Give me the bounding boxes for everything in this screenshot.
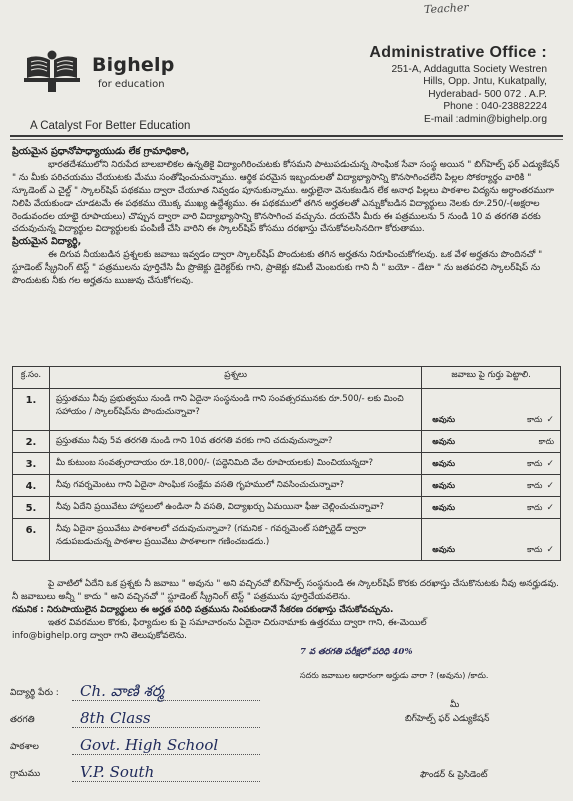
office-line: Hills, Opp. Jntu, Kukatpally, <box>423 76 547 88</box>
table-header-row <box>13 367 561 389</box>
brand-name: Bighelp <box>92 54 175 76</box>
field-value[interactable]: 8th Class <box>80 709 151 727</box>
header-divider-thin <box>10 139 563 140</box>
row-number: 2. <box>13 431 50 453</box>
bighelp-logo <box>22 48 202 108</box>
sign-off-org: బిగ్‌హెల్ప్ ఫర్ ఎడ్యుకేషన్ <box>405 714 490 724</box>
col-question-header: ప్రశ్నలు <box>49 367 421 389</box>
form-field-class[interactable] <box>10 711 260 733</box>
catalyst-tagline: A Catalyst For Better Education <box>30 120 191 132</box>
field-value[interactable]: V.P. South <box>80 763 155 781</box>
answer-no[interactable]: కాదు ✓ <box>527 481 554 491</box>
answer-yes[interactable]: అవును <box>432 459 456 468</box>
salutation-student: ప్రియమైన విద్యార్థి, <box>12 236 82 248</box>
footer-paragraph: పై వాటిలో ఏదేని ఒక ప్రశ్నకు నీ జవాబు " అవును " అని వచ్చినచో బిగ్‌హెల్ప్ సంస్థనుండి ఈ స్కాలర్‌షిప్ కొరకు దరఖాస్తు చేసుకొనుటకు నీవు అనర్హుడవు. నీ జవాబులు అన్నీ " కాదు " అని వచ్చినచో " స్టూడెంట్ స్క్రీనింగ్ టెస్ట్ " పత్రమును పూర్తిచేయవలెను. <box>12 579 559 602</box>
footer-note: గమనిక : నిరుపాయులైన విద్యార్థులు ఈ అర్హత పరిధి పత్రమును నింపకుండానే సేకరణ దరఖాస్తు చేసుకోవచ్చును. <box>12 605 394 615</box>
sign-off-yours: మీ <box>450 700 460 710</box>
table-row <box>13 497 561 519</box>
answer-yes[interactable]: అవును <box>432 415 456 424</box>
handwritten-scribble: Teacher <box>423 0 469 17</box>
row-question: నీవు గవర్నమెంటు గాని ఏదైనా సాంఘిక సంక్షేమ వసతి గృహములో నివసించుచున్నావా? <box>49 475 421 497</box>
intro-paragraph: భారతదేశములోని నిరుపేద బాలబాలికల ఉన్నతికై విద్యాంగిరించుటకు కోసమని పాటుపడుచున్న సాంఘిక సేవా సంస్థ అయిన " బిగ్‌హెల్ప్ ఫర్ ఎడ్యుకేషన్ " ను మీకు పరిచయము చేయుటకు మేము సంతోషించుచున్నాము. ఆర్థిక పరమైన ఇబ్బందులతో విద్యాభ్యాసాన్ని కొనసాగించలేని పిల్లల సోకర్యార్థం వారికి " స్కూడెంట్ ఎ చైల్డ్ " స్కాలర్‌షిప్ పథకము ద్వారా చేయూత నివ్వడం పూనుకున్నాము. అర్హులైనా వెనుకబడిన లేక అనాధ పిల్లలు పాఠశాల విద్యను అర్ధాంతరముగా నిలిపి వేయకుండా చూడటమే ఈ పథకము యొక్క ముఖ్య ఉద్దేశ్యము. ఈ పథకములో తగిన అర్హతలతో ఎన్నుకోబడిన విద్యార్థులు నెలకు రూ.250/-(అక్షరాల రెండువందల యాభై రూపాయలు) చొప్పున ద్వారా వారి విద్యాభ్యాసాన్ని కొనసాగించ వచ్చును. దయచేసి మీరు ఈ పత్రములను 5 నుండి 10 వ తరగతి వరకు చదువుచున్న విద్యార్థుల విద్యార్థులకు పంపిణీ చేసి వారిని ఈ స్కాలర్‌షిప్ కోసము దరఖాస్తు చేసుకోవలసినదిగా కోరుతాము. <box>12 159 560 235</box>
eligibility-question: సదరు జవాబుల ఆధారంగా అర్హుడు వారా ? (అవును) /కాదు. <box>300 671 489 680</box>
table-row <box>13 453 561 475</box>
check-mark-icon: ✓ <box>546 459 554 469</box>
office-address-block <box>347 44 547 126</box>
answer-cell[interactable] <box>422 497 561 519</box>
office-line: 251-A, Addagutta Society Westren <box>391 64 547 75</box>
table-row <box>13 431 561 453</box>
field-label: తరగతి <box>10 715 35 725</box>
table-row <box>13 519 561 561</box>
header-divider <box>10 135 563 137</box>
book-logo-icon <box>22 48 82 96</box>
row-number: 3. <box>13 453 50 475</box>
check-mark-icon: ✓ <box>546 415 554 425</box>
row-question: మీ కుటుంబ సంవత్సరాదాయం రూ.18,000/- (పద్దెనిమిది వేల రూపాయలకు) మించియున్నదా? <box>49 453 421 475</box>
answer-yes[interactable]: అవును <box>432 481 456 490</box>
answer-cell[interactable] <box>422 475 561 497</box>
field-label: గ్రామము <box>10 769 41 779</box>
answer-yes[interactable]: అవును <box>432 545 456 554</box>
table-row <box>13 389 561 431</box>
field-label: విద్యార్థి పేరు : <box>10 688 59 698</box>
answer-no[interactable]: కాదు ✓ <box>527 545 554 555</box>
answer-no[interactable]: కాదు ✓ <box>527 415 554 425</box>
answer-yes[interactable]: అవును <box>432 503 456 512</box>
row-question: ప్రస్తుతము నీవు ప్రభుత్వము నుండి గాని ఏదైనా సంస్థనుండి గాని సంవత్సరమునకు రూ.500/- లకు మించి సహాయం / స్కాలర్‌షిప్‌ను పొందుచున్నావా? <box>49 389 421 431</box>
intro-section <box>12 146 562 288</box>
field-value[interactable]: Ch. వాణి శర్మ <box>80 682 165 700</box>
row-question: నీవు ఏదైనా ప్రయివేటు పాఠశాలలో చదువుచున్నావా? (గమనిక - గవర్నమెంట్ సప్పోర్టెడ్ ద్వారా నడుపబడుచున్న పాఠశాల ప్రయివేటు పాఠశాలగా గణించబడదు.) <box>49 519 421 561</box>
answer-no[interactable]: కాదు <box>538 437 554 446</box>
office-title: Administrative Office : <box>369 44 547 61</box>
check-mark-icon: ✓ <box>546 503 554 513</box>
contact-paragraph: ఇతర వివరముల కొరకు, ఫిర్యాదుల కు పై సమాచారంను ఏదైనా చిరునామాకు ఉత్తరము ద్వారా గాని, ఈ-మెయిల్ <box>48 618 427 628</box>
check-mark-icon: ✓ <box>546 545 554 555</box>
answer-yes[interactable]: అవును <box>432 437 456 446</box>
row-number: 6. <box>13 519 50 561</box>
student-paragraph: ఈ దిగువ నీయబడిన ప్రశ్నలకు జవాబు ఇవ్వడం ద్వారా స్కాలర్‌షిప్ పొందుటకు తగిన అర్హతను నిరూపించుకోగలవు. ఒక వేళ అర్హతను పొందినచో " స్టూడెంట్ స్క్రీనింగ్ టెస్ట్ " పత్రములను పూర్తిచేసి మీ ప్రొజెక్టు డైరెక్టర్‌కు గాని, ప్రాజెక్టు కమిటీ మెంబరుకు గాని నీ " బయో - డేటా " ను జతపరచి స్కాలర్‌షిప్ ను పొందుటకు నీకు గల అర్హతను ఋజువు చేసుకోగలవు. <box>12 250 543 287</box>
answer-cell[interactable] <box>422 431 561 453</box>
office-line: Hyderabad- 500 072 . A.P. <box>428 88 547 100</box>
answer-cell[interactable] <box>422 453 561 475</box>
footer-section <box>12 578 562 643</box>
answer-no[interactable]: కాదు ✓ <box>527 459 554 469</box>
salutation-headmaster: ప్రియమైన ప్రధానోపాధ్యాయుడు లేక గ్రామాధికారి, <box>12 146 190 157</box>
handwritten-note: 7 వ తరగతి పరీక్షలో పరిధి 40% <box>300 647 413 657</box>
row-question: నీవు ఏదేని ప్రయివేటు హాస్టలులో ఉండినా నీ వసతి, విద్యాఖర్చు ఏమయినా ఫీజు చెల్లించుచున్నావా? <box>49 497 421 519</box>
col-answer-header: జవాబు పై గుర్తు పెట్టాలి. <box>422 367 561 389</box>
answer-no[interactable]: కాదు ✓ <box>527 503 554 513</box>
sign-off-title: ఫౌండర్ & ప్రెసిడెంట్ <box>420 770 488 780</box>
col-number-header: క్ర.సం. <box>13 367 50 389</box>
eligibility-table <box>12 366 561 561</box>
field-value[interactable]: Govt. High School <box>80 736 219 754</box>
form-field-school[interactable] <box>10 738 260 760</box>
answer-cell[interactable] <box>422 389 561 431</box>
form-field-village[interactable] <box>10 765 260 787</box>
form-field-student-name[interactable] <box>10 684 260 706</box>
row-number: 4. <box>13 475 50 497</box>
office-email[interactable]: E-mail :admin@bighelp.org <box>423 113 547 125</box>
row-number: 5. <box>13 497 50 519</box>
table-row <box>13 475 561 497</box>
field-label: పాఠశాల <box>10 742 39 752</box>
brand-tagline: for education <box>98 79 165 90</box>
office-phone: Phone : 040-23882224 <box>443 101 547 113</box>
check-mark-icon: ✓ <box>546 481 554 491</box>
answer-cell[interactable] <box>422 519 561 561</box>
row-number: 1. <box>13 389 50 431</box>
contact-email-line[interactable]: info@bighelp.org ద్వారా గాని తెలుపుకోవలెను. <box>12 631 187 641</box>
row-question: ప్రస్తుతము నీవు 5వ తరగతి నుండి గాని 10వ తరగతి వరకు గాని చదువుచున్నావా? <box>49 431 421 453</box>
